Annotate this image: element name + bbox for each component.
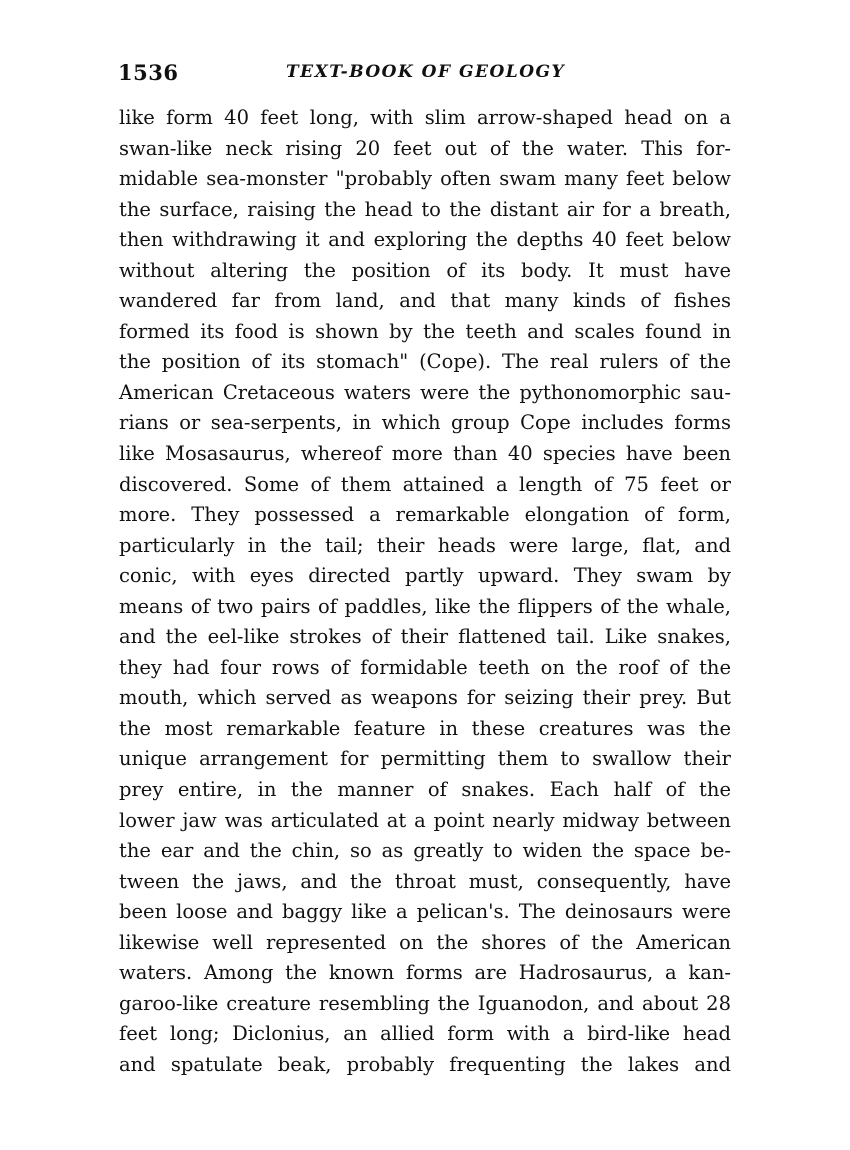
body-text xyxy=(119,103,731,1081)
text-line: the ear and the chin, so as greatly to widen the space be- xyxy=(119,839,731,863)
text-line: prey entire, in the manner of snakes. Each half of the xyxy=(119,778,731,802)
text-line: discovered. Some of them attained a length of 75 feet or xyxy=(119,472,731,496)
text-line: tween the jaws, and the throat must, consequently, have xyxy=(119,869,731,893)
running-title: TEXT-BOOK OF GEOLOGY xyxy=(286,62,566,82)
text-line: more. They possessed a remarkable elongation of form, xyxy=(119,503,731,527)
running-head xyxy=(118,60,732,90)
text-line: feet long; Diclonius, an allied form with a bird-like head xyxy=(119,1022,731,1046)
text-line: particularly in the tail; their heads were large, flat, and xyxy=(119,533,731,557)
text-line: means of two pairs of paddles, like the flippers of the whale, xyxy=(119,594,731,618)
text-line: formed its food is shown by the teeth and scales found in xyxy=(119,319,731,343)
text-line: conic, with eyes directed partly upward. They swam by xyxy=(119,564,731,588)
text-line: and the eel-like strokes of their flattened tail. Like snakes, xyxy=(119,625,731,649)
text-line: mouth, which served as weapons for seizing their prey. But xyxy=(119,686,731,710)
text-line: waters. Among the known forms are Hadrosaurus, a kan- xyxy=(119,961,731,985)
text-line: the position of its stomach" (Cope). The real rulers of the xyxy=(119,350,731,374)
text-line: like form 40 feet long, with slim arrow-shaped head on a xyxy=(119,106,731,129)
text-line: then withdrawing it and exploring the depths 40 feet below xyxy=(119,228,731,252)
text-line: midable sea-monster "probably often swam many feet below xyxy=(119,167,731,191)
text-line: unique arrangement for permitting them to swallow their xyxy=(119,747,731,771)
text-line: been loose and baggy like a pelican's. The deinosaurs were xyxy=(119,900,731,924)
page-number: 1536 xyxy=(118,60,179,85)
text-line: likewise well represented on the shores of the American xyxy=(119,930,731,954)
text-line: American Cretaceous waters were the pythonomorphic sau- xyxy=(119,380,731,404)
text-line: rians or sea-serpents, in which group Cope includes forms xyxy=(119,411,731,435)
text-line: without altering the position of its body. It must have xyxy=(119,258,731,282)
text-line: wandered far from land, and that many kinds of fishes xyxy=(119,289,731,313)
text-line: lower jaw was articulated at a point nearly midway between xyxy=(119,808,731,832)
text-line: the most remarkable feature in these creatures was the xyxy=(119,716,731,740)
text-line: like Mosasaurus, whereof more than 40 species have been xyxy=(119,442,731,466)
text-line: they had four rows of formidable teeth on the roof of the xyxy=(119,655,731,679)
text-line: and spatulate beak, probably frequenting the lakes and xyxy=(119,1052,731,1076)
text-line: the surface, raising the head to the distant air for a breath, xyxy=(119,197,731,221)
text-line: swan-like neck rising 20 feet out of the water. This for- xyxy=(119,136,731,160)
text-line: garoo-like creature resembling the Iguanodon, and about 28 xyxy=(119,991,731,1015)
